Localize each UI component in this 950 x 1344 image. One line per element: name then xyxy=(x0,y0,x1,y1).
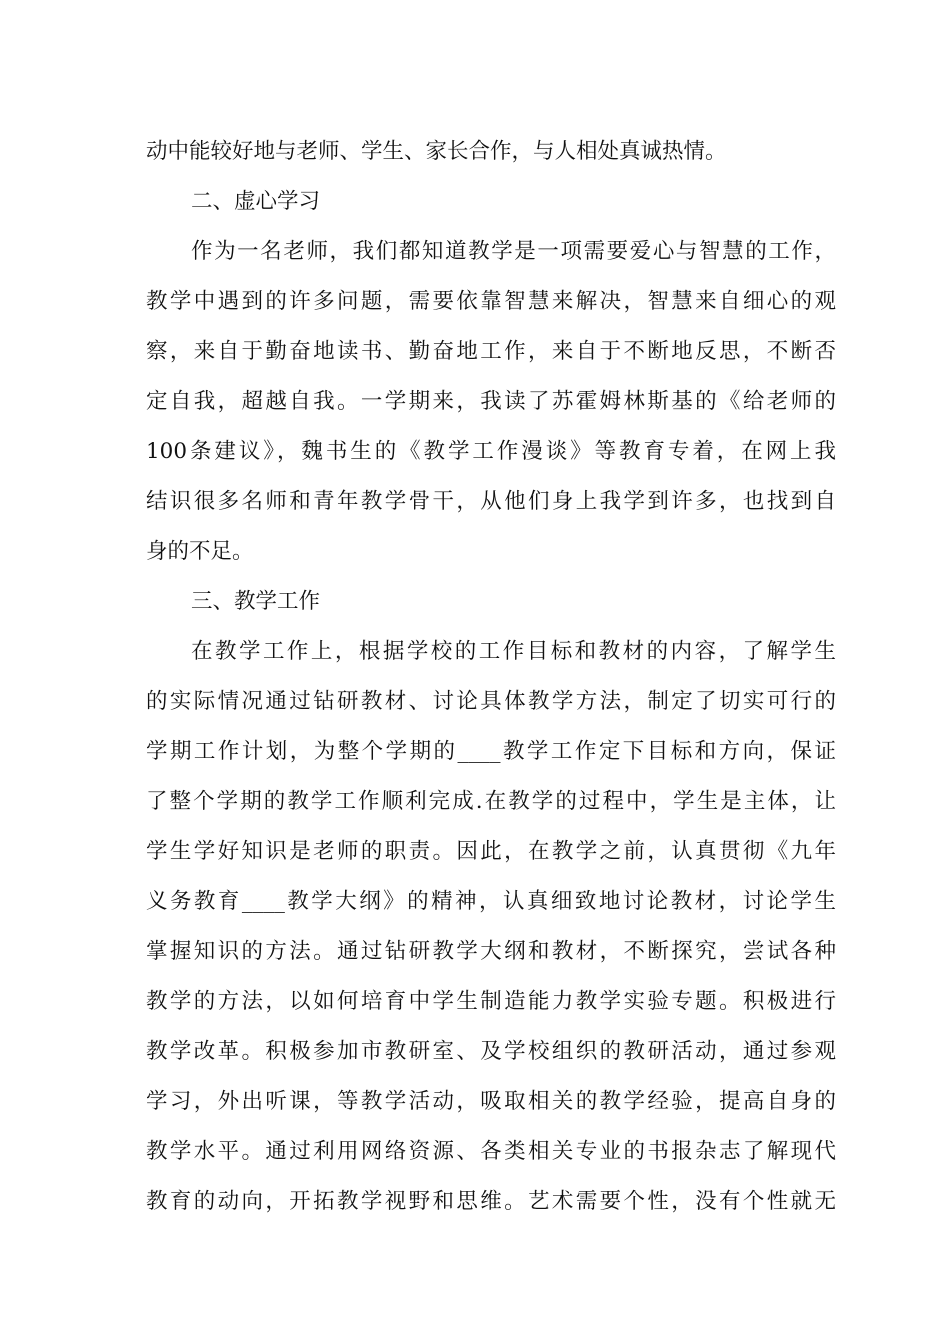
paragraph-line: 学期工作计划，为整个学期的____教学工作定下目标和方向，保证 xyxy=(146,739,836,764)
paragraph-line: 学习，外出听课，等教学活动，吸取相关的教学经验，提高自身的 xyxy=(146,1089,836,1114)
paragraph-line: 的实际情况通过钻研教材、讨论具体教学方法，制定了切实可行的 xyxy=(146,689,836,714)
paragraph-line: 学生学好知识是老师的职责。因此，在教学之前，认真贯彻《九年 xyxy=(146,839,836,864)
section-heading: 三、教学工作 xyxy=(191,589,321,614)
section-heading: 二、虚心学习 xyxy=(191,189,321,214)
paragraph-line: 动中能较好地与老师、学生、家长合作，与人相处真诚热情。 xyxy=(146,139,727,164)
paragraph-line: 察，来自于勤奋地读书、勤奋地工作，来自于不断地反思，不断否 xyxy=(146,339,836,364)
paragraph-line: 作为一名老师，我们都知道教学是一项需要爱心与智慧的工作， xyxy=(191,239,836,264)
paragraph-line: 定自我，超越自我。一学期来，我读了苏霍姆林斯基的《给老师的 xyxy=(146,389,836,414)
paragraph-line: 义务教育____教学大纲》的精神，认真细致地讨论教材，讨论学生 xyxy=(146,889,836,914)
paragraph-line: 教学中遇到的许多问题，需要依靠智慧来解决，智慧来自细心的观 xyxy=(146,289,836,314)
paragraph-line: 在教学工作上，根据学校的工作目标和教材的内容，了解学生 xyxy=(191,639,836,664)
paragraph-line: 了整个学期的教学工作顺利完成.在教学的过程中，学生是主体，让 xyxy=(146,789,836,814)
paragraph-line: 教育的动向，开拓教学视野和思维。艺术需要个性，没有个性就无 xyxy=(146,1189,836,1214)
paragraph-line: 身的不足。 xyxy=(146,539,254,564)
paragraph-line: 掌握知识的方法。通过钻研教学大纲和教材，不断探究，尝试各种 xyxy=(146,939,836,964)
paragraph-line: 100条建议》，魏书生的《教学工作漫谈》等教育专着，在网上我 xyxy=(146,439,836,464)
paragraph-line: 结识很多名师和青年教学骨干，从他们身上我学到许多，也找到自 xyxy=(146,489,836,514)
paragraph-line: 教学的方法，以如何培育中学生制造能力教学实验专题。积极进行 xyxy=(146,989,836,1014)
paragraph-line: 教学改革。积极参加市教研室、及学校组织的教研活动，通过参观 xyxy=(146,1039,836,1064)
paragraph-line: 教学水平。通过利用网络资源、各类相关专业的书报杂志了解现代 xyxy=(146,1139,836,1164)
